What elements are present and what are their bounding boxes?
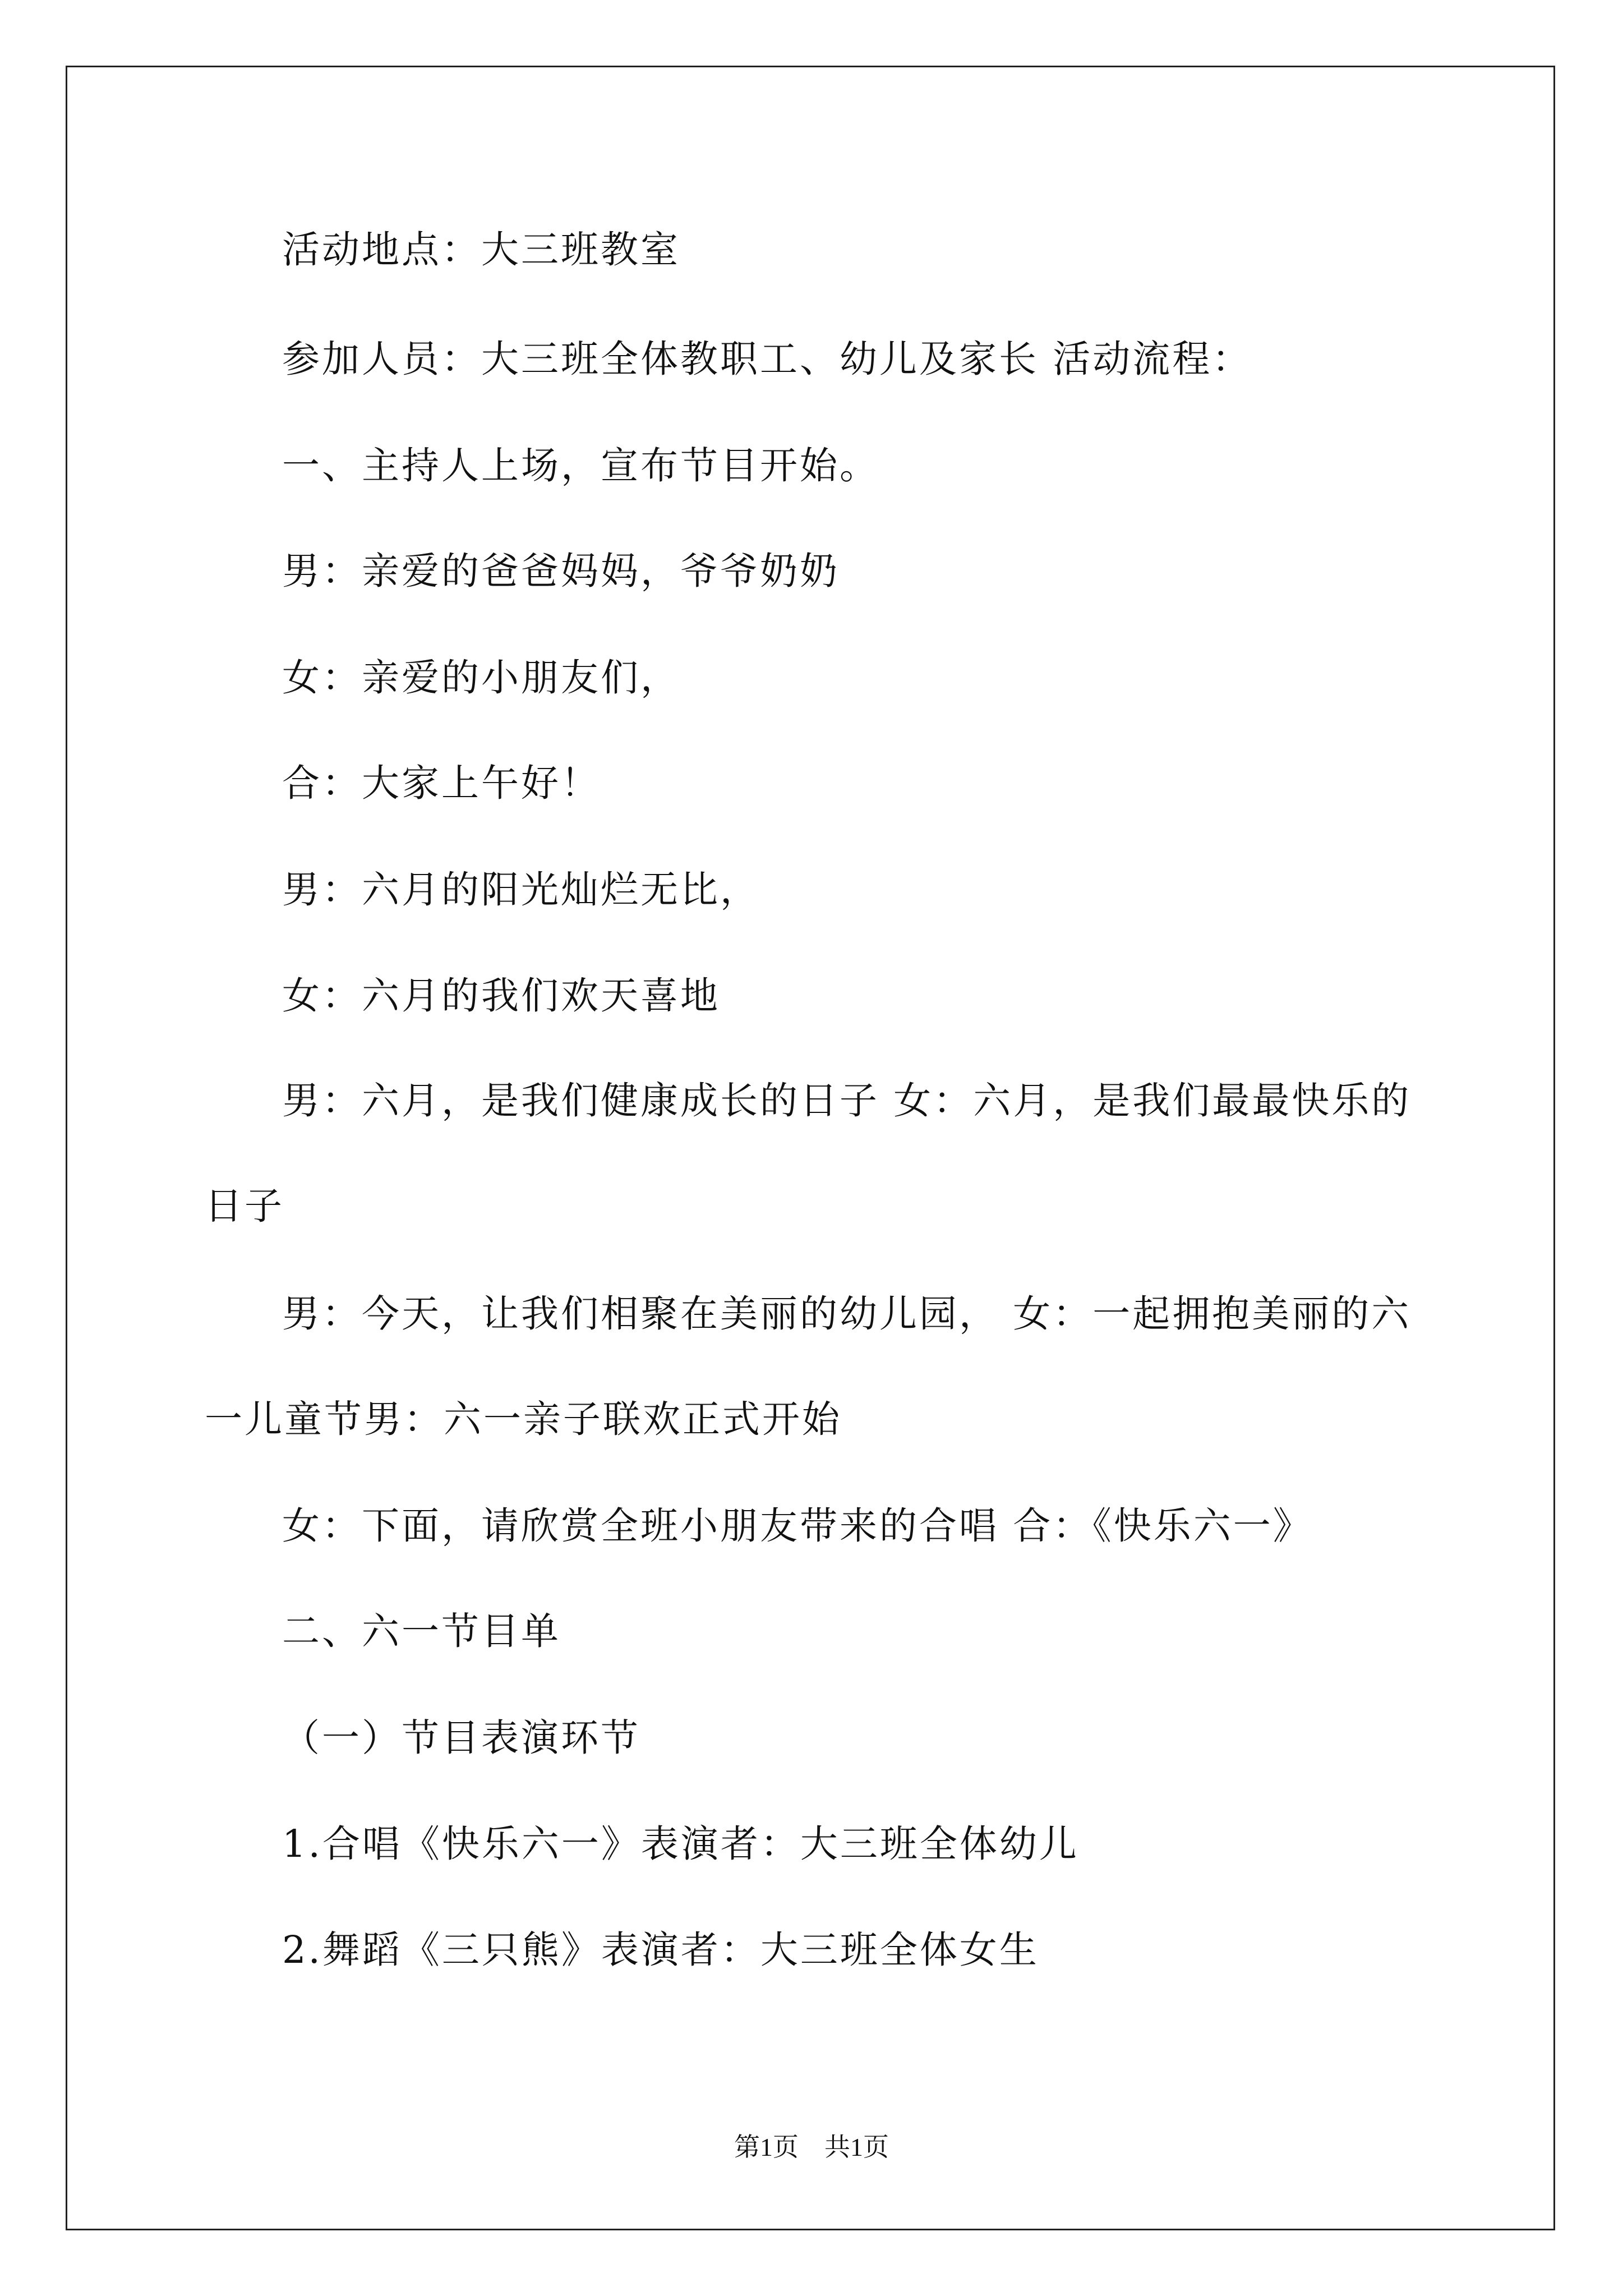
paragraph-dialogue: 合：大家上午好！ [282, 761, 601, 805]
paragraph-location: 活动地点：大三班教室 [282, 228, 680, 272]
paragraph-section-two: 二、六一节目单 [282, 1609, 561, 1653]
paragraph-dialogue: 女：亲爱的小朋友们， [282, 656, 680, 700]
paragraph-dialogue: 女：下面，请欣赏全班小朋友带来的合唱 合：《快乐六一》 [282, 1504, 1313, 1548]
paragraph-dialogue: 男：亲爱的爸爸妈妈，爷爷奶奶 [282, 549, 840, 593]
page-number-footer: 第1页 共1页 [734, 2133, 889, 2161]
paragraph-dialogue-continuation: 一儿童节男：六一亲子联欢正式开始 [205, 1397, 842, 1441]
program-item: 2.舞蹈《三只熊》表演者：大三班全体女生 [282, 1928, 1039, 1972]
paragraph-dialogue: 男：六月，是我们健康成长的日子 女：六月，是我们最最快乐的 [282, 1079, 1412, 1122]
paragraph-dialogue: 男：六月的阳光灿烂无比， [282, 868, 760, 912]
paragraph-participants: 参加人员：大三班全体教职工、幼儿及家长 活动流程： [282, 337, 1252, 381]
paragraph-subsection: （一）节目表演环节 [282, 1716, 640, 1760]
page-border [66, 66, 1555, 2230]
paragraph-dialogue-continuation: 日子 [205, 1184, 284, 1228]
paragraph-section-one: 一、主持人上场，宣布节目开始。 [282, 444, 879, 487]
paragraph-dialogue: 男：今天，让我们相聚在美丽的幼儿园， 女：一起拥抱美丽的六 [282, 1292, 1412, 1336]
paragraph-dialogue: 女：六月的我们欢天喜地 [282, 974, 720, 1018]
program-item: 1.合唱《快乐六一》表演者：大三班全体幼儿 [282, 1822, 1079, 1866]
